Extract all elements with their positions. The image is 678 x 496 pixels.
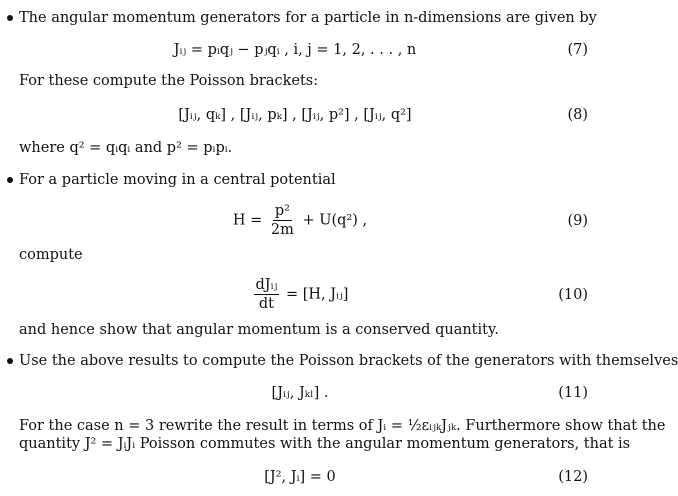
equation-12-math: [J², Jᵢ] = 0 [264, 469, 336, 485]
equation-12-number: (12) [558, 469, 588, 485]
paragraph-case-n3-line2-text: quantity J² = JᵢJᵢ Poisson commutes with the angular momentum generators, that is [19, 436, 631, 452]
paragraph-where-text: where q² = qᵢqᵢ and p² = pᵢpᵢ. [19, 140, 233, 156]
equation-9-number: (9) [567, 213, 588, 229]
equation-8-number: (8) [567, 107, 588, 123]
bullet-item-3-text: Use the above results to compute the Poisson brackets of the generators with themselves [19, 353, 678, 369]
equation-9-lhs: H = [232, 212, 263, 229]
equation-9-fraction [269, 203, 296, 238]
bullet-dot [7, 177, 13, 183]
paragraph-compute-text: compute [19, 247, 83, 263]
equation-10-math [200, 277, 400, 312]
paragraph-conserved-text: and hence show that angular momentum is a conserved quantity. [19, 322, 499, 338]
bullet-dot [7, 358, 13, 364]
equation-9-numerator: p² [274, 203, 290, 219]
equation-7-number: (7) [567, 42, 588, 58]
equation-7-math: Jᵢⱼ = pᵢqⱼ − pⱼqᵢ , i, j = 1, 2, . . . , n [173, 42, 417, 58]
equation-10-number: (10) [558, 287, 588, 303]
equation-10-fraction [254, 277, 280, 312]
equation-8-math: [Jᵢⱼ, qₖ] , [Jᵢⱼ, pₖ] , [Jᵢⱼ, p²] , [Jᵢⱼ, q²] [178, 107, 412, 123]
equation-10-denominator: dt [258, 296, 274, 312]
equation-9-denominator: 2m [270, 222, 294, 238]
equation-10-numerator: dJᵢⱼ [255, 277, 278, 293]
paragraph-case-n3-line1-text: For the case n = 3 rewrite the result in terms of Jᵢ = ½εᵢⱼₖJⱼₖ. Furthermore show that the [19, 418, 666, 434]
equation-11-math: [Jᵢⱼ, Jₖₗ] . [271, 385, 329, 401]
paragraph-compute-brackets-text: For these compute the Poisson brackets: [19, 73, 319, 89]
equation-11-number: (11) [558, 385, 588, 401]
equation-10-rhs: = [H, Jᵢⱼ] [285, 286, 349, 303]
equation-9-math [200, 203, 400, 238]
equation-9 [0, 203, 605, 239]
bullet-item-2-text: For a particle moving in a central potential [19, 172, 336, 188]
bullet-dot [7, 15, 13, 21]
bullet-item-1-text: The angular momentum generators for a particle in n-dimensions are given by [19, 10, 597, 26]
equation-10 [0, 277, 605, 313]
equation-9-rhs: + U(q²) , [302, 212, 368, 229]
